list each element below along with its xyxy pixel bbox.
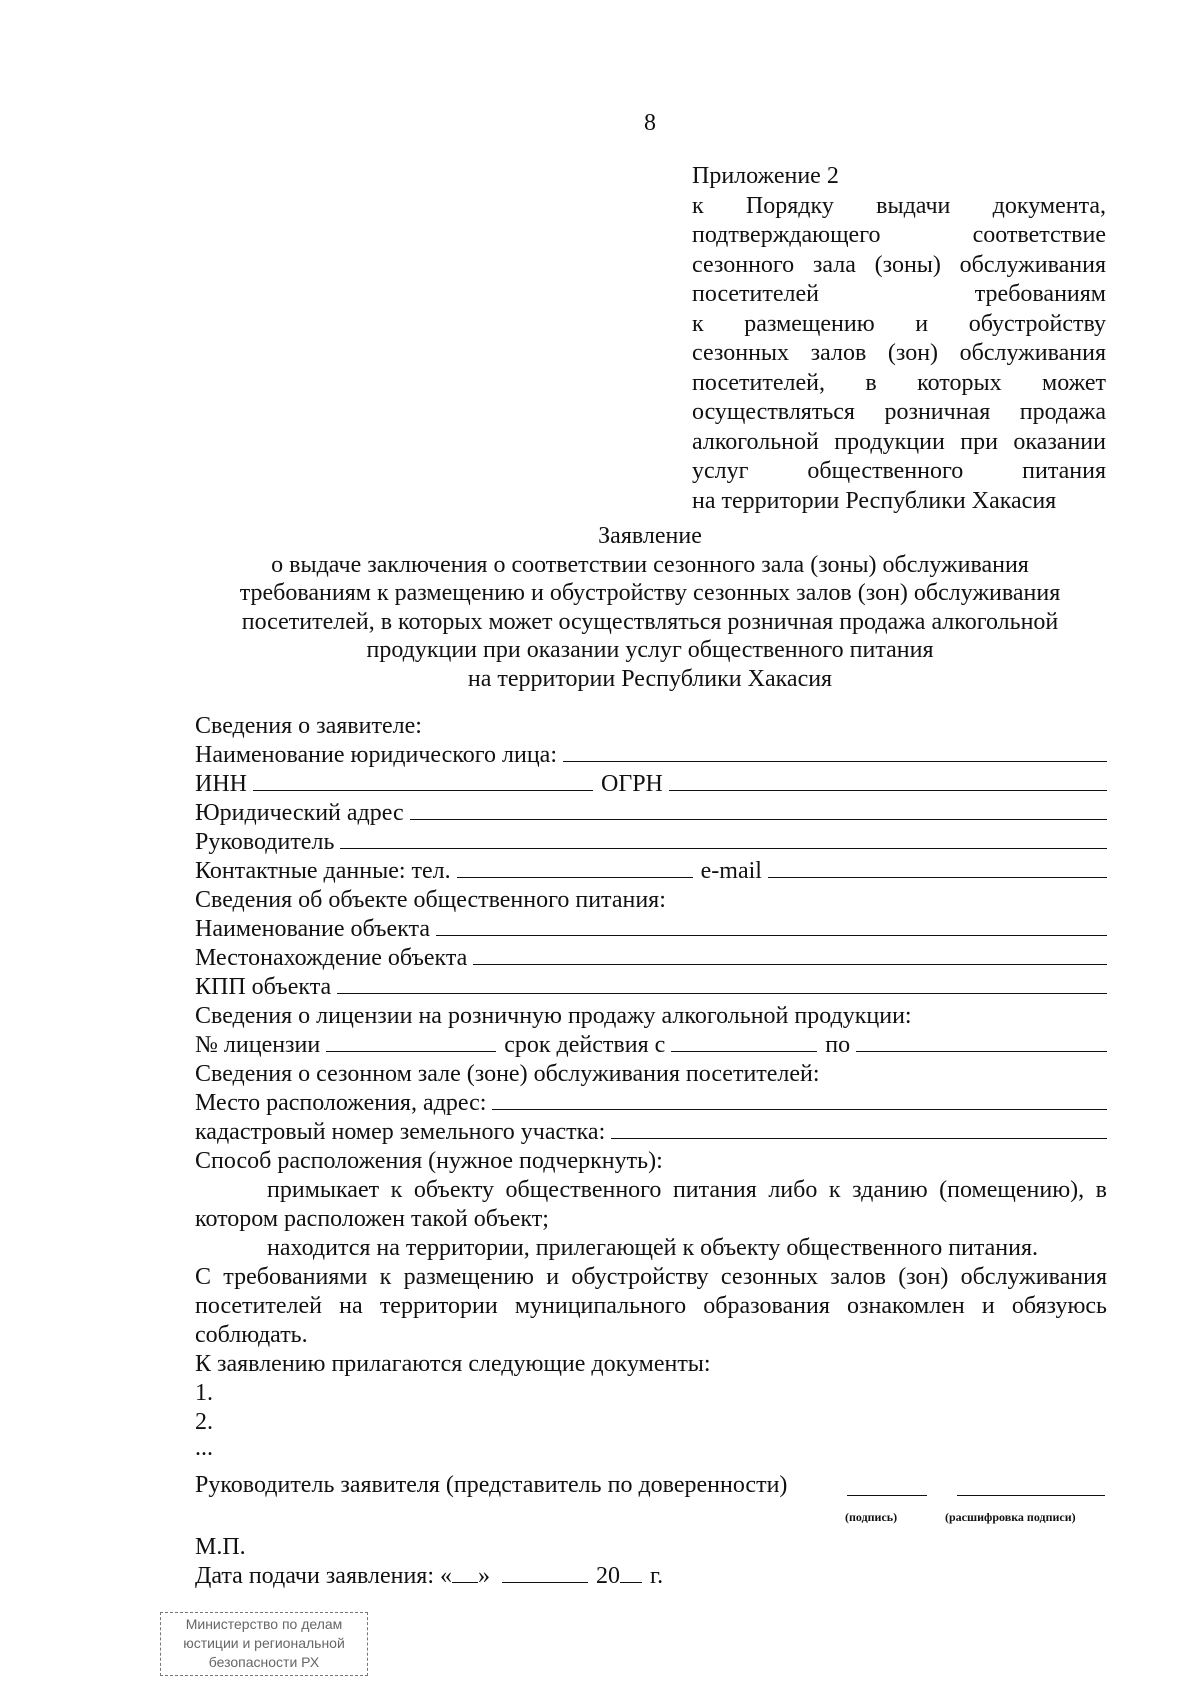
legal-address-row [195,799,1107,828]
appendix-line: подтверждающего соответствие [692,222,1106,248]
valid-to-field[interactable] [856,1031,1107,1052]
option-territory[interactable]: находится на территории, прилегающей к объекту общественного питания. [267,1235,1039,1261]
signature-decoding-field[interactable] [957,1495,1105,1496]
legal-name-field[interactable] [563,741,1107,762]
stamp-line: Министерство по делам [185,1616,343,1632]
valid-to-label: по [825,1032,851,1058]
head-label: Руководитель [195,829,335,855]
legal-name-label: Наименование юридического лица: [195,742,557,768]
attachment-item: 1. [195,1380,213,1406]
title-line: посетителей, в которых может осуществляться розничная продажа алкогольной [241,608,1059,635]
attachments-label: К заявлению прилагаются следующие документы: [195,1351,711,1377]
object-location-field[interactable] [473,944,1107,965]
inn-field[interactable] [253,770,593,791]
appendix-line: алкогольной продукции при оказании [692,428,1106,455]
signature-caption: (подпись) [845,1510,898,1524]
title-line: о выдаче заключения о соответствии сезонного зала (зоны) обслуживания [271,551,1029,578]
appendix-header [692,162,1106,516]
season-section-header: Сведения о сезонном зале (зоне) обслуживания посетителей: [195,1061,820,1087]
year-suffix: г. [650,1563,664,1589]
signature-row [195,1465,1107,1525]
page-number: 8 [644,110,656,136]
place-label: Место расположения, адрес: [195,1090,487,1116]
license-no-field[interactable] [326,1031,496,1052]
year-field[interactable] [620,1562,642,1583]
signature-field[interactable] [847,1495,927,1496]
stamp-line: юстиции и региональной [183,1635,345,1651]
phone-field[interactable] [457,857,693,878]
title-line: требованиям к размещению и обустройству сезонных залов (зон) обслуживания [239,580,1061,606]
title-line: на территории Республики Хакасия [467,665,833,692]
day-field[interactable] [452,1562,478,1583]
attachment-item: 2. [195,1409,213,1435]
cadastral-label: кадастровый номер земельного участка: [195,1119,606,1145]
ogrn-field[interactable] [669,770,1107,791]
appendix-line: услуг общественного питания [692,458,1106,484]
license-no-label: № лицензии [195,1032,321,1058]
inn-ogrn-row [195,770,1107,799]
stamp-place: М.П. [195,1534,246,1560]
appendix-line: Приложение 2 [692,163,839,189]
method-label: Способ расположения (нужное подчеркнуть): [195,1148,663,1174]
stamp-line: безопасности РХ [208,1654,320,1670]
decoding-caption: (расшифровка подписи) [945,1510,1076,1524]
place-field[interactable] [492,1089,1107,1110]
object-name-row [195,915,1107,944]
valid-from-label: срок действия с [504,1032,666,1058]
acknowledge-line: соблюдать. [195,1322,308,1348]
signature-label: Руководитель заявителя (представитель по доверенности) [195,1472,788,1498]
year-prefix: 20 [596,1563,621,1589]
contacts-row [195,857,1107,886]
license-row [195,1031,1107,1060]
kpp-label: КПП объекта [195,974,332,1000]
date-close: » [478,1563,491,1589]
option-adjacent-line2[interactable]: котором расположен такой объект; [195,1206,549,1232]
kpp-row [195,973,1107,1002]
month-field[interactable] [502,1562,588,1583]
license-section-header: Сведения о лицензии на розничную продажу алкогольной продукции: [195,1003,912,1029]
object-name-label: Наименование объекта [195,916,430,942]
valid-from-field[interactable] [671,1031,817,1052]
date-label: Дата подачи заявления: « [195,1563,453,1589]
title-heading: Заявление [598,523,702,549]
email-field[interactable] [768,857,1107,878]
contacts-label: Контактные данные: тел. [195,858,451,884]
appendix-line: посетителей требованиям [692,281,1106,307]
legal-address-label: Юридический адрес [195,800,404,826]
object-location-label: Местонахождение объекта [195,945,468,971]
acknowledge-line: С требованиями к размещению и обустройству сезонных залов (зон) обслуживания [195,1264,1107,1290]
application-form [195,712,1107,1591]
inn-label: ИНН [195,771,247,797]
document-title [200,522,1100,693]
object-section-header: Сведения об объекте общественного питания: [195,887,666,913]
attachment-more: ... [195,1435,213,1461]
object-location-row [195,944,1107,973]
head-row [195,828,1107,857]
acknowledge-line: посетителей на территории муниципального образования ознакомлен и обязуюсь [195,1293,1107,1319]
appendix-line: посетителей, в которых может [692,369,1106,396]
appendix-line: сезонных залов (зон) обслуживания [692,340,1106,366]
appendix-line: к Порядку выдачи документа, [692,192,1106,219]
appendix-line: к размещению и обустройству [692,310,1106,337]
kpp-field[interactable] [337,973,1107,994]
date-row [195,1562,1107,1591]
place-row [195,1089,1107,1118]
legal-name-row [195,741,1107,770]
title-line: продукции при оказании услуг общественного питания [366,637,934,663]
object-name-field[interactable] [436,915,1107,936]
appendix-line: сезонного зала (зоны) обслуживания [692,251,1106,278]
ogrn-label: ОГРН [601,771,663,797]
appendix-line: на территории Республики Хакасия [692,487,1057,514]
head-field[interactable] [340,828,1107,849]
registration-stamp [160,1612,368,1676]
applicant-section-header: Сведения о заявителе: [195,713,422,739]
legal-address-field[interactable] [410,799,1107,820]
cadastral-field[interactable] [611,1118,1107,1139]
appendix-line: осуществляться розничная продажа [692,399,1106,425]
email-label: e-mail [700,858,762,884]
cadastral-row [195,1118,1107,1147]
option-adjacent-line1[interactable]: примыкает к объекту общественного питания либо к зданию (помещению), в [267,1177,1107,1203]
